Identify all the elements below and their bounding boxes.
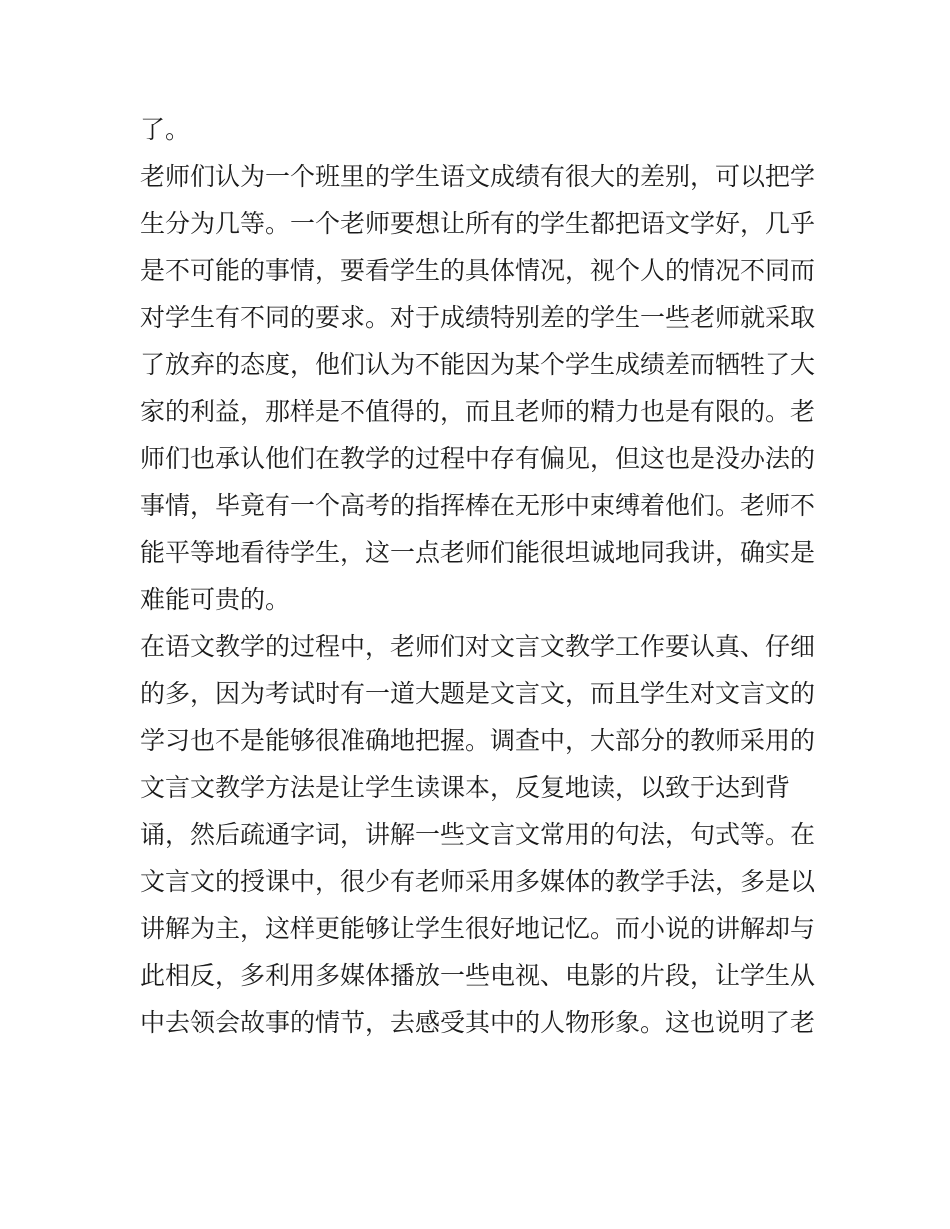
text-line: 此相反，多利用多媒体播放一些电视、电影的片段，让学生从 (140, 961, 816, 990)
text-line: 文言文的授课中，很少有老师采用多媒体的教学手法，多是以 (140, 867, 816, 896)
text-line: 在语文教学的过程中，老师们对文言文教学工作要认真、仔细 (140, 632, 816, 661)
text-line: 中去领会故事的情节，去感受其中的人物形象。这也说明了老 (140, 1008, 816, 1037)
text-line: 难能可贵的。 (140, 585, 291, 614)
text-line: 文言文教学方法是让学生读课本，反复地读，以致于达到背 (140, 773, 791, 802)
text-line: 的多，因为考试时有一道大题是文言文，而且学生对文言文的 (140, 679, 816, 708)
text-line: 学习也不是能够很准确地把握。调查中，大部分的教师采用的 (140, 726, 816, 755)
body-text (140, 106, 815, 1046)
text-line: 了放弃的态度，他们认为不能因为某个学生成绩差而牺牲了大 (140, 350, 816, 379)
text-line: 诵，然后疏通字词，讲解一些文言文常用的句法，句式等。在 (140, 820, 816, 849)
text-line: 讲解为主，这样更能够让学生很好地记忆。而小说的讲解却与 (140, 914, 816, 943)
text-line: 能平等地看待学生，这一点老师们能很坦诚地同我讲，确实是 (140, 538, 816, 567)
text-line: 事情，毕竟有一个高考的指挥棒在无形中束缚着他们。老师不 (140, 491, 816, 520)
text-line: 家的利益，那样是不值得的，而且老师的精力也是有限的。老 (140, 397, 816, 426)
text-line: 了。 (140, 115, 191, 144)
text-line: 师们也承认他们在教学的过程中存有偏见，但这也是没办法的 (140, 444, 816, 473)
text-line: 生分为几等。一个老师要想让所有的学生都把语文学好，几乎 (140, 209, 816, 238)
text-line: 对学生有不同的要求。对于成绩特别差的学生一些老师就采取 (140, 303, 816, 332)
text-line: 老师们认为一个班里的学生语文成绩有很大的差别，可以把学 (140, 162, 816, 191)
text-line: 是不可能的事情，要看学生的具体情况，视个人的情况不同而 (140, 256, 816, 285)
